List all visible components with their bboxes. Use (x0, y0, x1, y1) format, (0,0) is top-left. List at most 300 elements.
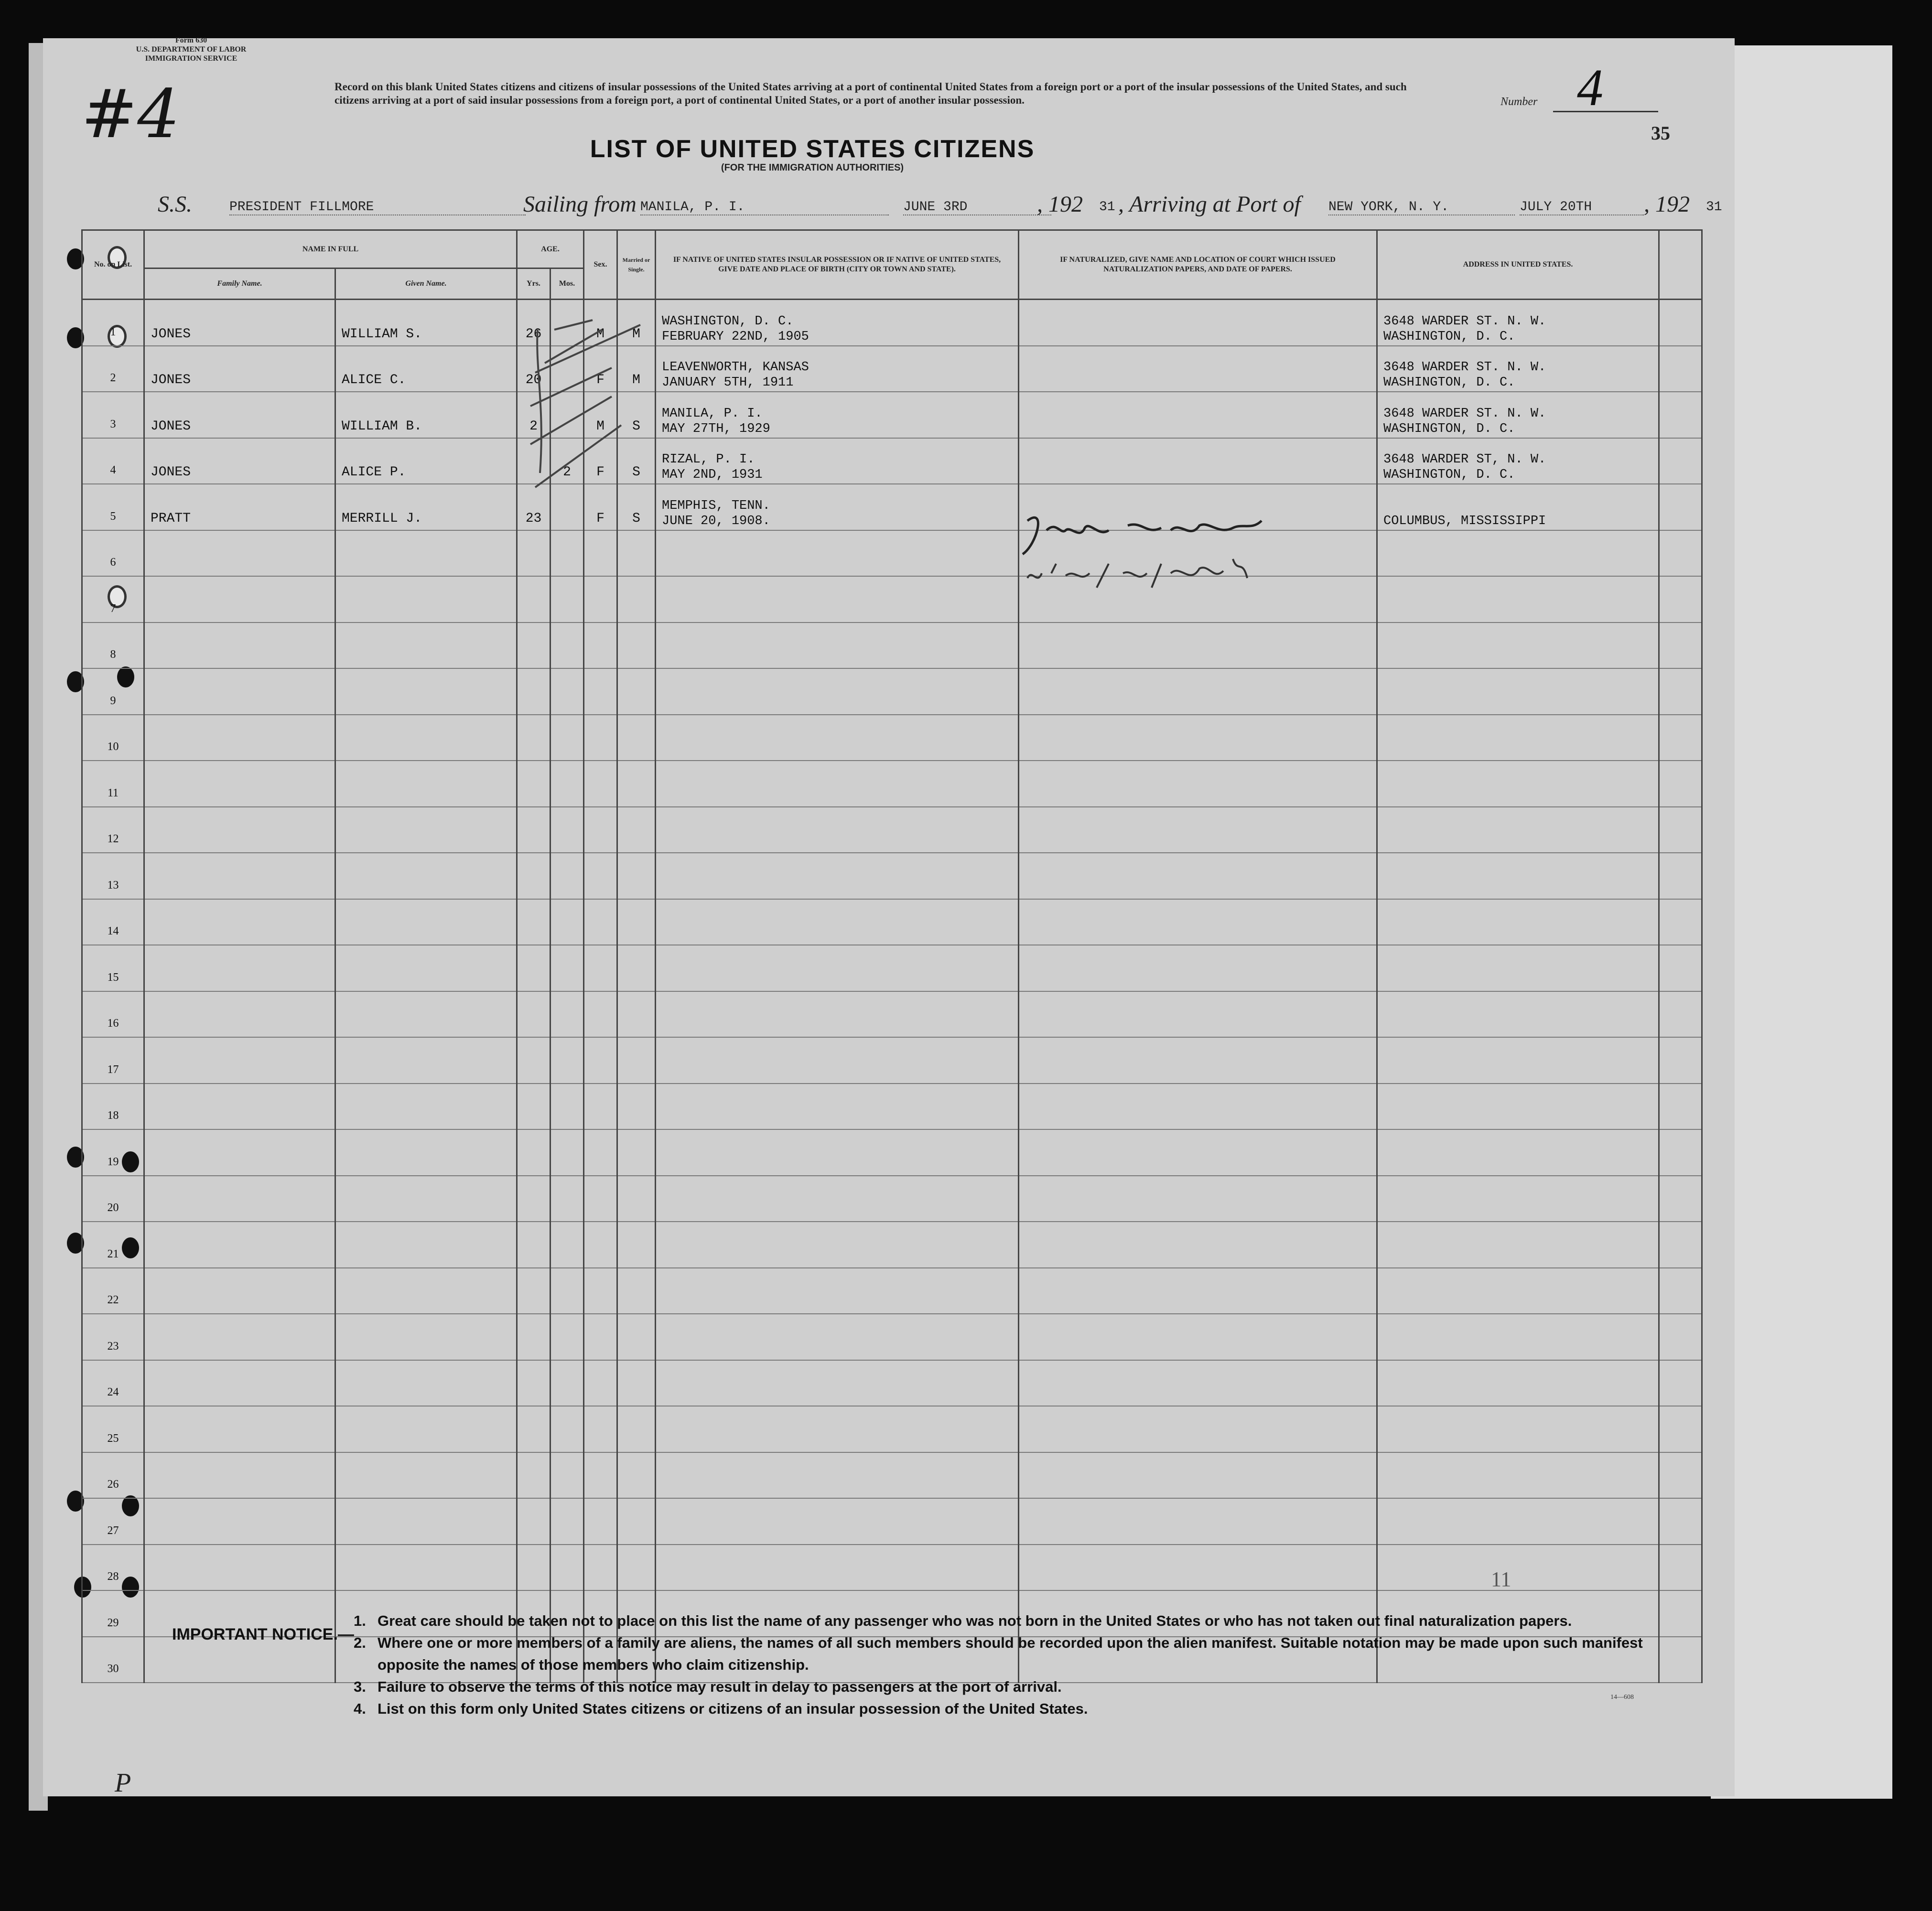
handwritten-signature (1018, 502, 1305, 597)
birth-info-line (662, 1558, 1018, 1574)
birth-info-line: MAY 2ND, 1931 (662, 468, 763, 482)
birth-info-line (662, 636, 1018, 652)
table-row (82, 438, 1702, 484)
birth-info-line (662, 744, 1018, 759)
age-years (517, 1314, 550, 1360)
sex (584, 991, 617, 1038)
marital-status (617, 668, 656, 715)
address-line: 3648 WARDER ST. N. W. (1383, 314, 1546, 329)
family-name: PRATT (144, 484, 335, 530)
row-number: 13 (82, 853, 144, 899)
given-name (335, 761, 517, 807)
birth-info-line (662, 1052, 1018, 1067)
blank-cell (1659, 715, 1702, 761)
marital-status (617, 1037, 656, 1084)
address-line (1383, 1159, 1658, 1174)
birth-info (656, 715, 1019, 761)
passenger-table (81, 229, 1703, 1683)
birth-info-line (662, 1020, 1018, 1036)
birth-info (656, 1360, 1019, 1406)
department-name: U.S. DEPARTMENT OF LABOR (136, 45, 247, 54)
record-instructions: Record on this blank United States citizens and citizens of insular possessions of the United States arriving at a port of continental United States from a foreign port or a port of the insular possessions of the United States, and such citizens arriving at a port of said insular possessions from a foreign port, a port of continental United States, or a port of another insular possession. (335, 81, 1407, 106)
age-years (517, 1222, 550, 1268)
birth-info (656, 668, 1019, 715)
blank-cell (1659, 1129, 1702, 1176)
blank-cell (1659, 1406, 1702, 1452)
address (1377, 1360, 1659, 1406)
given-name (335, 899, 517, 945)
age-years (517, 1129, 550, 1176)
row-number: 16 (82, 991, 144, 1038)
notice-item: 1. Great care should be taken not to place on this list the name of any passenger who was not born in the United States or who has not taken out final naturalization papers. (354, 1612, 1572, 1629)
address-line (1383, 729, 1658, 744)
address-line (1383, 1513, 1658, 1528)
address (1377, 438, 1659, 484)
arrival-date: JULY 20TH (1520, 200, 1644, 215)
birth-info-line (662, 1159, 1018, 1174)
birth-info-line (662, 729, 1018, 744)
table-row (82, 715, 1702, 761)
address-line (1383, 698, 1658, 713)
address (1377, 346, 1659, 392)
given-name (335, 991, 517, 1038)
birth-info-line: MANILA, P. I. (662, 406, 763, 421)
birth-info (656, 1222, 1019, 1268)
address (1377, 1084, 1659, 1130)
sex (584, 1222, 617, 1268)
stamp-mark: 11 (1491, 1567, 1511, 1591)
birth-info-line (662, 821, 1018, 836)
row-number: 25 (82, 1406, 144, 1452)
birth-info-line (662, 544, 1018, 559)
family-name (144, 576, 335, 623)
birth-info-line (662, 959, 1018, 975)
marital-status (617, 715, 656, 761)
age-months (550, 1498, 584, 1545)
margin-mark: P (115, 1768, 131, 1798)
address-line: WASHINGTON, D. C. (1383, 468, 1515, 482)
birth-info (656, 300, 1019, 346)
blank-cell (1659, 853, 1702, 899)
family-name (144, 899, 335, 945)
address (1377, 1222, 1659, 1268)
naturalization-info (1019, 1360, 1377, 1406)
family-name (144, 1406, 335, 1452)
address-line (1383, 1020, 1658, 1036)
sex: F (584, 438, 617, 484)
family-name (144, 991, 335, 1038)
age-months (550, 1360, 584, 1406)
birth-info (656, 761, 1019, 807)
family-name (144, 668, 335, 715)
age-months (550, 1037, 584, 1084)
age-years (517, 1545, 550, 1591)
table-row (82, 853, 1702, 899)
age-months (550, 1314, 584, 1360)
table-row (82, 530, 1702, 577)
address-line: WASHINGTON, D. C. (1383, 329, 1515, 344)
birth-info (656, 1545, 1019, 1591)
sex (584, 1176, 617, 1222)
blank-cell (1659, 1498, 1702, 1545)
notice-item: 3. Failure to observe the terms of this notice may result in delay to passengers at the port of arrival. (354, 1678, 1062, 1695)
address (1377, 576, 1659, 623)
voyage-line (158, 191, 1722, 220)
address-line (1383, 928, 1658, 944)
page-title: LIST OF UNITED STATES CITIZENS (590, 135, 1035, 163)
address-line: 3648 WARDER ST, N. W. (1383, 452, 1546, 467)
table-row (82, 1268, 1702, 1314)
family-name (144, 623, 335, 669)
sex: F (584, 346, 617, 392)
address (1377, 899, 1659, 945)
address-line (1383, 1005, 1658, 1020)
blank-cell (1659, 346, 1702, 392)
birth-info-line: JANUARY 5TH, 1911 (662, 376, 794, 390)
birth-info (656, 1037, 1019, 1084)
sex (584, 761, 617, 807)
ss-label: S.S. (158, 192, 192, 217)
address-line (1383, 882, 1658, 898)
naturalization-info (1019, 1037, 1377, 1084)
blank-cell (1659, 1268, 1702, 1314)
row-number: 29 (82, 1590, 144, 1637)
table-row (82, 945, 1702, 991)
marital-status: M (617, 346, 656, 392)
given-name (335, 1176, 517, 1222)
sex (584, 715, 617, 761)
birth-info-line (662, 1113, 1018, 1128)
address (1377, 1268, 1659, 1314)
table-row (82, 623, 1702, 669)
age-months (550, 1452, 584, 1499)
age-months (550, 1406, 584, 1452)
arrival-port: NEW YORK, N. Y. (1328, 200, 1515, 215)
birth-info (656, 530, 1019, 577)
age-months (550, 1268, 584, 1314)
table-row (82, 1360, 1702, 1406)
age-months (550, 715, 584, 761)
given-name (335, 1545, 517, 1591)
birth-info-line (662, 928, 1018, 944)
address-line (1383, 1466, 1658, 1482)
address-line (1383, 590, 1658, 606)
sex (584, 1129, 617, 1176)
address-line (1383, 1482, 1658, 1497)
birth-info-line (662, 1328, 1018, 1343)
address (1377, 530, 1659, 577)
birth-info-line: MAY 27TH, 1929 (662, 421, 770, 436)
address-line (1383, 1067, 1658, 1082)
address-line (1383, 1282, 1658, 1297)
underlying-sheet (1711, 45, 1892, 1799)
blank-cell (1659, 1222, 1702, 1268)
arriving-label: , Arriving at Port of (1118, 192, 1301, 217)
age-years: 2 (517, 392, 550, 438)
notice-heading: IMPORTANT NOTICE.— (172, 1625, 354, 1643)
table-row (82, 1545, 1702, 1591)
table-row (82, 1176, 1702, 1222)
notice-item: 4. List on this form only United States citizens or citizens of an insular possession of the United States. (354, 1700, 1088, 1717)
sex (584, 1314, 617, 1360)
sex: M (584, 392, 617, 438)
number-label: Number (1500, 96, 1538, 108)
header-no-on-list: No. on List. (82, 230, 144, 300)
blank-cell (1659, 807, 1702, 853)
year-prefix-arrival: , 192 (1644, 192, 1690, 217)
blank-cell (1659, 1545, 1702, 1591)
header-given-name: Given Name. (335, 268, 517, 300)
birth-info-line (662, 1574, 1018, 1589)
table-row (82, 1498, 1702, 1545)
naturalization-info (1019, 438, 1377, 484)
address-line (1383, 1097, 1658, 1113)
address-line (1383, 959, 1658, 975)
family-name (144, 1176, 335, 1222)
naturalization-info (1019, 899, 1377, 945)
blank-cell (1659, 530, 1702, 577)
naturalization-info (1019, 1129, 1377, 1176)
row-number: 2 (82, 346, 144, 392)
sex (584, 530, 617, 577)
marital-status: S (617, 392, 656, 438)
given-name (335, 1129, 517, 1176)
birth-info-line (662, 1343, 1018, 1359)
address-line (1383, 1113, 1658, 1128)
birth-info-line (662, 1236, 1018, 1251)
row-number: 26 (82, 1452, 144, 1499)
row-number: 20 (82, 1176, 144, 1222)
notice-items (354, 1610, 1692, 1720)
given-name (335, 1222, 517, 1268)
given-name (335, 807, 517, 853)
age-months (550, 991, 584, 1038)
marital-status (617, 1222, 656, 1268)
family-name (144, 1129, 335, 1176)
birth-info-line (662, 559, 1018, 575)
sailing-year: 31 (1099, 200, 1115, 215)
birth-info-line: LEAVENWORTH, KANSAS (662, 360, 809, 375)
sex (584, 1360, 617, 1406)
naturalization-info (1019, 991, 1377, 1038)
blank-cell (1659, 1452, 1702, 1499)
marital-status (617, 991, 656, 1038)
birth-info (656, 945, 1019, 991)
sex (584, 1037, 617, 1084)
address-line (1383, 1389, 1658, 1405)
address-line (1383, 1558, 1658, 1574)
blank-cell (1659, 1360, 1702, 1406)
birth-info-line (662, 1067, 1018, 1082)
given-name (335, 576, 517, 623)
given-name (335, 1452, 517, 1499)
birth-info-line (662, 867, 1018, 882)
age-months (550, 576, 584, 623)
age-years (517, 1084, 550, 1130)
naturalization-info (1019, 1498, 1377, 1545)
age-years (517, 991, 550, 1038)
birth-info-line (662, 1190, 1018, 1205)
naturalization-info (1019, 945, 1377, 991)
address-line (1383, 498, 1658, 514)
table-row (82, 346, 1702, 392)
birth-info-line (662, 1205, 1018, 1220)
address (1377, 484, 1659, 530)
birth-info-line: RIZAL, P. I. (662, 452, 755, 467)
age-months (550, 761, 584, 807)
family-name (144, 1498, 335, 1545)
header-yrs: Yrs. (517, 268, 550, 300)
marital-status (617, 530, 656, 577)
birth-info (656, 1268, 1019, 1314)
birth-info (656, 1176, 1019, 1222)
blank-cell (1659, 623, 1702, 669)
naturalization-info (1019, 1268, 1377, 1314)
naturalization-info (1019, 807, 1377, 853)
birth-info-line (662, 1528, 1018, 1543)
form-info (119, 36, 263, 63)
table-row (82, 1222, 1702, 1268)
given-name (335, 945, 517, 991)
table-row (82, 761, 1702, 807)
address-line (1383, 559, 1658, 575)
address-line: 3648 WARDER ST. N. W. (1383, 360, 1546, 375)
blank-cell (1659, 484, 1702, 530)
address-line (1383, 836, 1658, 851)
address-line (1383, 1236, 1658, 1251)
header-naturalized: IF NATURALIZED, GIVE NAME AND LOCATION OF COURT WHICH ISSUED NATURALIZATION PAPERS, AND DATE OF PAPERS. (1019, 230, 1377, 300)
table-row (82, 576, 1702, 623)
blank-cell (1659, 576, 1702, 623)
birth-info-line (662, 1282, 1018, 1297)
family-name (144, 715, 335, 761)
birth-info-line (662, 1374, 1018, 1389)
given-name (335, 715, 517, 761)
form-number: Form 630 (175, 36, 207, 44)
address-line (1383, 636, 1658, 652)
age-months (550, 945, 584, 991)
birth-info-line (662, 882, 1018, 898)
row-number: 27 (82, 1498, 144, 1545)
family-name (144, 1314, 335, 1360)
age-years (517, 761, 550, 807)
sex (584, 807, 617, 853)
family-name (144, 1452, 335, 1499)
address (1377, 1037, 1659, 1084)
address-line (1383, 975, 1658, 990)
naturalization-info (1019, 1545, 1377, 1591)
address-line (1383, 1328, 1658, 1343)
address (1377, 1498, 1659, 1545)
marital-status (617, 1452, 656, 1499)
header-family-name: Family Name. (144, 268, 335, 300)
table-row (82, 1084, 1702, 1130)
marital-status (617, 1545, 656, 1591)
naturalization-info (1019, 1452, 1377, 1499)
address-line (1383, 606, 1658, 621)
row-number: 24 (82, 1360, 144, 1406)
address (1377, 991, 1659, 1038)
marital-status (617, 1084, 656, 1130)
address-line (1383, 1420, 1658, 1436)
address-line (1383, 1374, 1658, 1389)
family-name (144, 1037, 335, 1084)
age-years (517, 945, 550, 991)
age-years: 23 (517, 484, 550, 530)
birth-info (656, 1314, 1019, 1360)
birth-info-line (662, 1420, 1018, 1436)
row-number: 21 (82, 1222, 144, 1268)
age-years (517, 576, 550, 623)
address-line (1383, 1190, 1658, 1205)
address-line: COLUMBUS, MISSISSIPPI (1383, 514, 1546, 528)
birth-info (656, 899, 1019, 945)
header-blank (1659, 230, 1702, 300)
address-line (1383, 1144, 1658, 1159)
address (1377, 1314, 1659, 1360)
handwritten-list-id: #4 (81, 75, 180, 153)
age-months: 2 (550, 438, 584, 484)
row-number: 11 (82, 761, 144, 807)
row-number: 18 (82, 1084, 144, 1130)
age-years (517, 668, 550, 715)
birth-info-line: MEMPHIS, TENN. (662, 498, 770, 513)
row-number: 4 (82, 438, 144, 484)
age-years (517, 1176, 550, 1222)
address (1377, 945, 1659, 991)
given-name (335, 1498, 517, 1545)
number-value: 4 (1577, 58, 1603, 117)
header-address: ADDRESS IN UNITED STATES. (1377, 230, 1659, 300)
given-name (335, 623, 517, 669)
age-months (550, 1222, 584, 1268)
given-name (335, 1360, 517, 1406)
blank-cell (1659, 392, 1702, 438)
address-line (1383, 867, 1658, 882)
birth-info-line (662, 1144, 1018, 1159)
birth-info-line (662, 1513, 1018, 1528)
header-age: AGE. (517, 230, 584, 268)
family-name (144, 1545, 335, 1591)
blank-cell (1659, 991, 1702, 1038)
blank-cell (1659, 1314, 1702, 1360)
ship-name: PRESIDENT FILLMORE (229, 200, 526, 215)
age-years (517, 1268, 550, 1314)
given-name (335, 1314, 517, 1360)
marital-status (617, 945, 656, 991)
naturalization-info (1019, 1314, 1377, 1360)
age-years: 20 (517, 346, 550, 392)
given-name (335, 1268, 517, 1314)
age-months (550, 1129, 584, 1176)
age-months (550, 899, 584, 945)
sex (584, 1545, 617, 1591)
address-line (1383, 1436, 1658, 1451)
family-name: JONES (144, 438, 335, 484)
marital-status (617, 1176, 656, 1222)
family-name: JONES (144, 300, 335, 346)
service-name: IMMIGRATION SERVICE (145, 54, 237, 63)
given-name (335, 1037, 517, 1084)
header-sex: Sex. (584, 230, 617, 300)
address (1377, 392, 1659, 438)
naturalization-info (1019, 300, 1377, 346)
age-years (517, 853, 550, 899)
address (1377, 623, 1659, 669)
naturalization-info (1019, 715, 1377, 761)
passenger-rows (82, 300, 1702, 1683)
given-name: WILLIAM B. (335, 392, 517, 438)
